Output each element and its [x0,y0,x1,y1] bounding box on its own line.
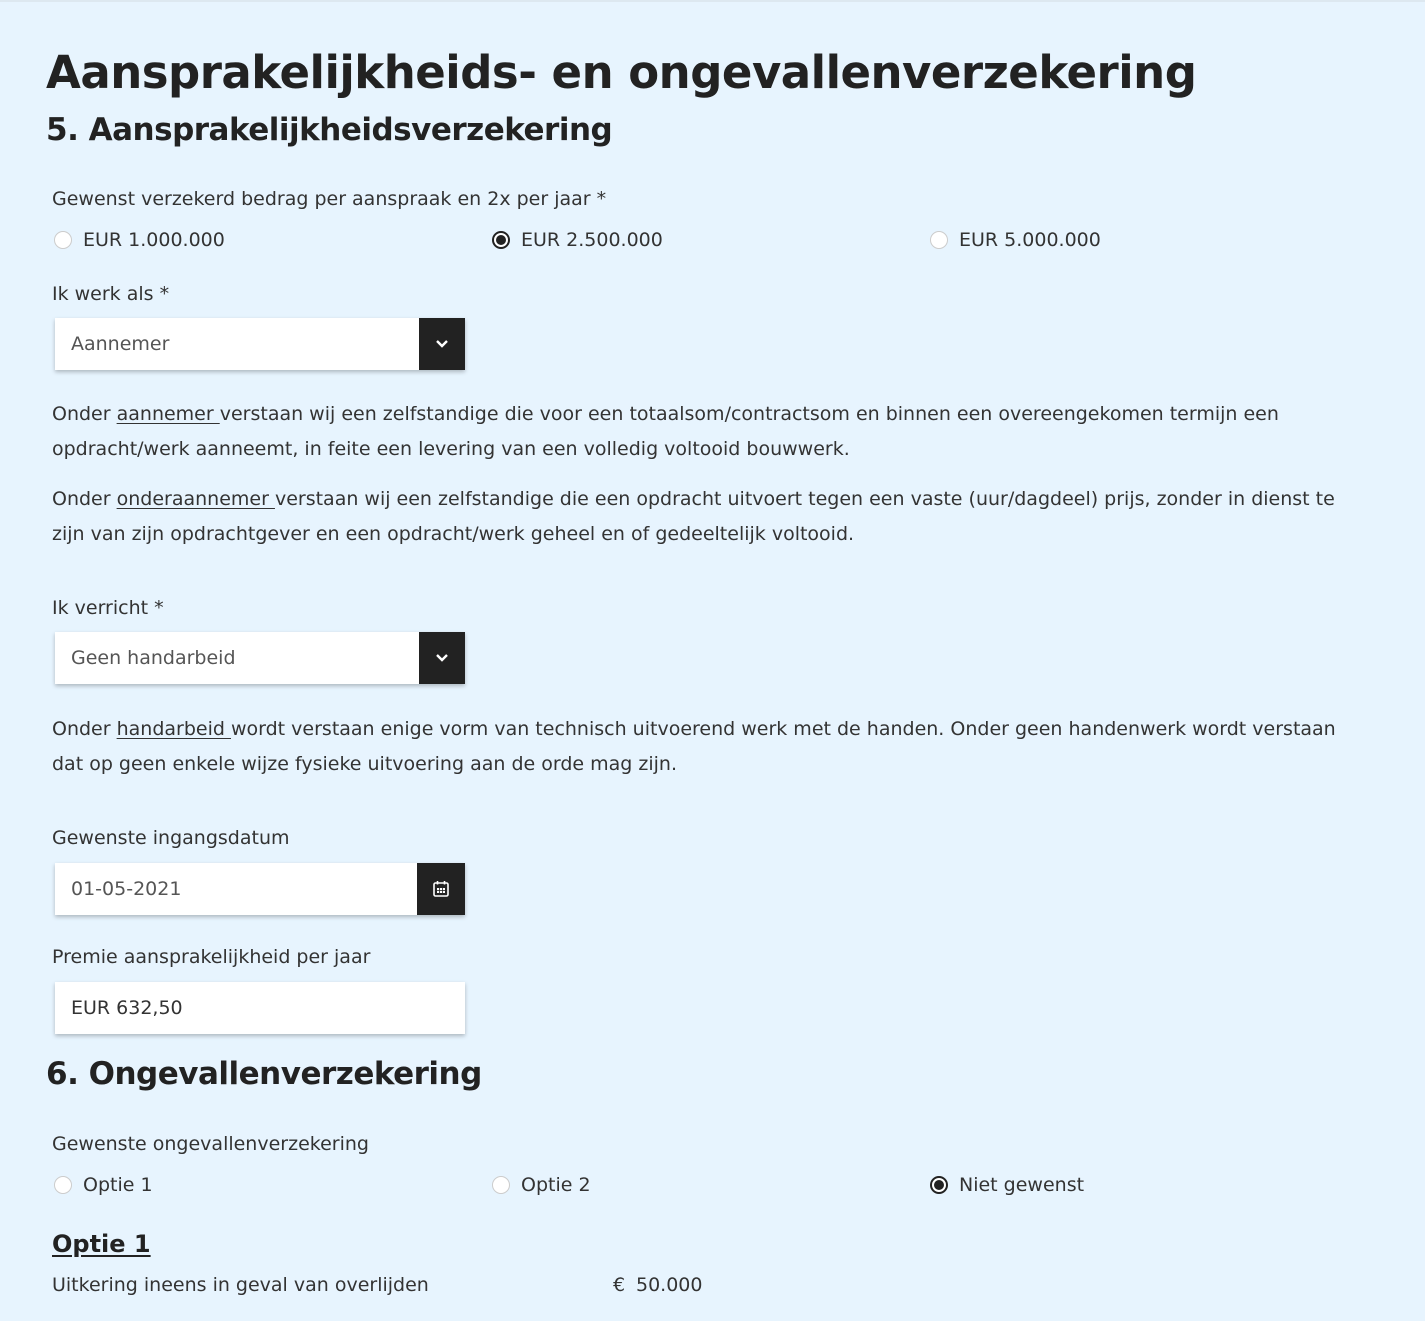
text: verstaan wij een zelfstandige die een opdracht uitvoert tegen een vaste (uur/dagdeel) prijs, zonder in dienst te zijn van zijn opdrachtgever en een opdracht/werk geheel en of gedeeltelijk voltooid. [52,488,1335,545]
date-input-value: 01-05-2021 [71,878,182,900]
ongeval-label: Gewenste ongevallenverzekering [52,1133,369,1155]
radio-label: Niet gewenst [959,1174,1085,1196]
text: verstaan wij een zelfstandige die voor een totaalsom/contractsom en binnen een overeengekomen termijn een opdracht/werk aanneemt, in feite een levering van een volledig voltooid bouwwerk. [52,403,1279,460]
verricht-select-value: Geen handarbeid [71,647,236,669]
section-5-title: 5. Aansprakelijkheidsverzekering [46,112,613,148]
aannemer-description [52,397,1352,467]
section-6-title: 6. Ongevallenverzekering [46,1056,482,1092]
optie-1-row-label: Uitkering ineens in geval van overlijden [52,1274,429,1296]
premie-label: Premie aansprakelijkheid per jaar [52,946,371,968]
text: Onder [52,718,117,740]
chevron-down-icon [435,653,449,663]
text: wordt verstaan enige vorm van technisch uitvoerend werk met de handen. Onder geen handenwerk wordt verstaan dat op geen enkele wijze fysieke uitvoering aan de orde mag zijn. [52,718,1336,775]
radio-label: Optie 1 [83,1174,153,1196]
radio-circle[interactable] [54,231,72,249]
werk-select-value: Aannemer [71,333,170,355]
term-aannemer: aannemer [116,403,220,425]
date-label: Gewenste ingangsdatum [52,827,290,849]
verricht-label: Ik verricht * [52,597,164,619]
verricht-select[interactable] [55,632,465,684]
verricht-select-toggle[interactable] [419,632,465,684]
date-input[interactable] [55,863,465,915]
chevron-down-icon [435,339,449,349]
optie-1-row-currency: € [613,1274,626,1296]
radio-circle[interactable] [930,1176,948,1194]
radio-label: Optie 2 [521,1174,591,1196]
calendar-icon [432,880,450,898]
radio-label: EUR 5.000.000 [959,229,1101,251]
radio-circle[interactable] [492,1176,510,1194]
amount-label: Gewenst verzekerd bedrag per aanspraak en 2x per jaar * [52,188,607,210]
handarbeid-description [52,712,1352,782]
radio-optie-1[interactable] [54,1172,153,1198]
optie-1-row-value: 50.000 [636,1274,703,1296]
radio-label: EUR 2.500.000 [521,229,663,251]
radio-amount-1000000[interactable] [54,227,225,253]
term-onderaannemer: onderaannemer [116,488,275,510]
term-handarbeid: handarbeid [116,718,231,740]
optie-1-title: Optie 1 [52,1230,151,1258]
radio-label: EUR 1.000.000 [83,229,225,251]
radio-niet-gewenst[interactable] [930,1172,1084,1198]
onderaannemer-description [52,482,1352,552]
radio-circle[interactable] [54,1176,72,1194]
werk-select[interactable] [55,318,465,370]
page-title: Aansprakelijkheids- en ongevallenverzekering [46,46,1197,99]
text: Onder [52,488,117,510]
text: Onder [52,403,117,425]
radio-amount-2500000[interactable] [492,227,663,253]
werk-select-toggle[interactable] [419,318,465,370]
radio-circle[interactable] [930,231,948,249]
werk-label: Ik werk als * [52,283,170,305]
radio-circle[interactable] [492,231,510,249]
premie-input[interactable]: EUR 632,50 [55,982,465,1034]
radio-optie-2[interactable] [492,1172,591,1198]
date-picker-button[interactable] [417,863,465,915]
radio-amount-5000000[interactable] [930,227,1101,253]
